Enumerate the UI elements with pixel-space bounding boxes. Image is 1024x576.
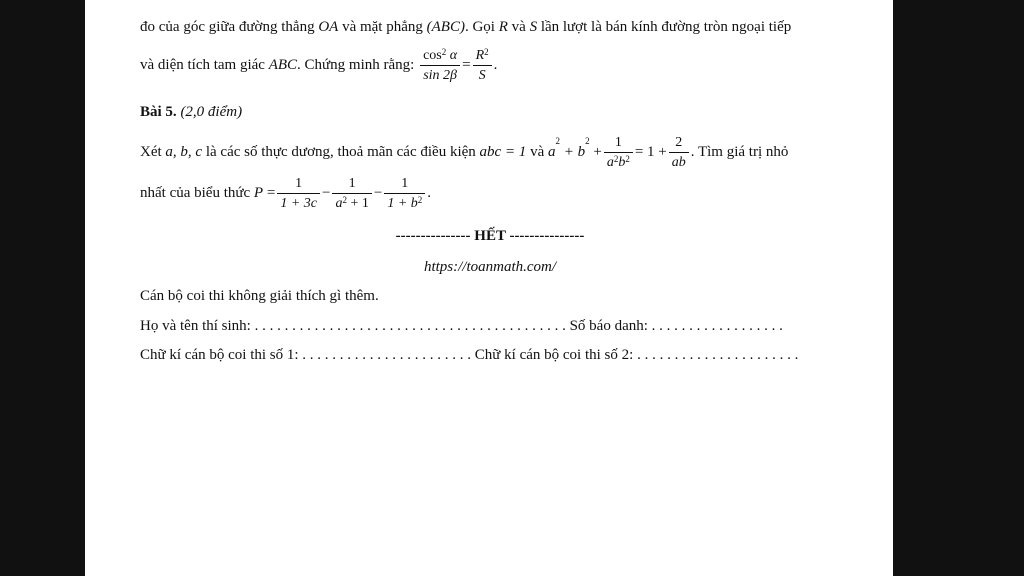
- problem-points: (2,0 điểm): [180, 104, 243, 120]
- text: và: [507, 19, 530, 35]
- exponent: 2: [342, 195, 347, 205]
- text: .: [427, 184, 432, 201]
- exponent: 2: [613, 154, 619, 164]
- text: . Tìm giá trị nhỏ: [690, 143, 789, 160]
- website-link[interactable]: https://toanmath.com/: [423, 259, 557, 275]
- math-var: R: [475, 48, 485, 63]
- exam-note: Cán bộ coi thi không giải thích gì thêm.: [140, 288, 379, 304]
- exponent: 2: [585, 136, 590, 146]
- text: nhất của biểu thức: [140, 184, 254, 201]
- document-page: [85, 0, 893, 576]
- math-var: OA: [318, 19, 339, 35]
- fraction-1-a2plus1: [332, 176, 371, 211]
- math-var: + b: [559, 143, 586, 160]
- end-marker: --------------- HẾT ---------------: [395, 228, 585, 244]
- math-var: 1 + b: [387, 196, 418, 211]
- equals: =: [263, 184, 276, 201]
- text-line-2: [140, 48, 497, 83]
- math-var: S: [478, 68, 486, 83]
- math-var: R: [498, 19, 508, 35]
- exponent: 2: [555, 136, 560, 146]
- text-line-1: [140, 18, 791, 36]
- fraction-1-1plus3c: [277, 176, 320, 211]
- fraction-1-a2b2: [604, 135, 633, 170]
- math-var: a: [606, 155, 614, 170]
- minus: −: [321, 184, 331, 201]
- exponent: 2: [441, 47, 447, 57]
- text: Xét: [140, 143, 166, 160]
- text: + 1: [346, 196, 369, 211]
- fraction-1-1plusb2: [384, 176, 425, 211]
- text: và diện tích tam giác: [140, 56, 269, 73]
- math-var: b: [618, 155, 626, 170]
- math-expr: abc = 1: [479, 143, 527, 160]
- text: là các số thực dương, thoả mãn các điều kiện: [202, 143, 480, 160]
- exponent: 2: [417, 195, 423, 205]
- fraction-2-ab: [669, 135, 689, 170]
- math-var: 1 + 3c: [280, 196, 317, 211]
- problem-title: Bài 5.: [140, 104, 177, 120]
- minus: −: [373, 184, 383, 201]
- fraction-cos-sin: [420, 48, 460, 83]
- fraction-r2-s: [473, 48, 492, 83]
- math-var: a: [335, 196, 343, 211]
- text: = 1 +: [634, 143, 667, 160]
- problem-heading: [140, 103, 242, 121]
- math-var: sin 2β: [423, 68, 458, 83]
- math-var: (ABC): [426, 19, 465, 35]
- text: và: [526, 143, 548, 160]
- text: . Chứng minh rằng:: [297, 56, 419, 73]
- text-line-5: [140, 176, 431, 211]
- numerator: 1: [277, 176, 320, 194]
- candidate-info-line: Họ và tên thí sinh: . . . . . . . . . . . . . . . . . . . . . . . . . . . . . . . . . . . . . . . . . . Số báo danh: . . . . . . . . . . . . . . . . . .: [140, 318, 783, 334]
- text: cos: [423, 48, 442, 63]
- numerator: 1: [332, 176, 371, 194]
- signature-line: Chữ kí cán bộ coi thi số 1: . . . . . . . . . . . . . . . . . . . . . . . Chữ kí cán bộ coi thi số 2: . . . . . . . . . . . . . . . . . . . . . .: [140, 347, 799, 363]
- math-var: α: [446, 48, 458, 63]
- equals: =: [462, 56, 471, 73]
- math-var: a: [547, 143, 556, 160]
- math-var: a, b, c: [165, 143, 203, 160]
- numerator: 1: [604, 135, 633, 153]
- text: đo của góc giữa đường thẳng: [140, 19, 319, 35]
- numerator: 1: [384, 176, 425, 194]
- math-var: S: [529, 19, 538, 35]
- text: . Gọi: [464, 19, 499, 35]
- math-var: ABC: [268, 56, 298, 73]
- exponent: 2: [625, 154, 630, 164]
- text: +: [589, 143, 602, 160]
- text: và mặt phẳng: [338, 19, 427, 35]
- text: lần lượt là bán kính đường tròn ngoại tiếp: [537, 19, 792, 35]
- numerator: 2: [669, 135, 689, 153]
- math-var: P: [253, 184, 264, 201]
- exponent: 2: [484, 47, 489, 57]
- math-var: ab: [671, 155, 686, 170]
- text: .: [493, 56, 498, 73]
- text-line-4: [140, 135, 788, 170]
